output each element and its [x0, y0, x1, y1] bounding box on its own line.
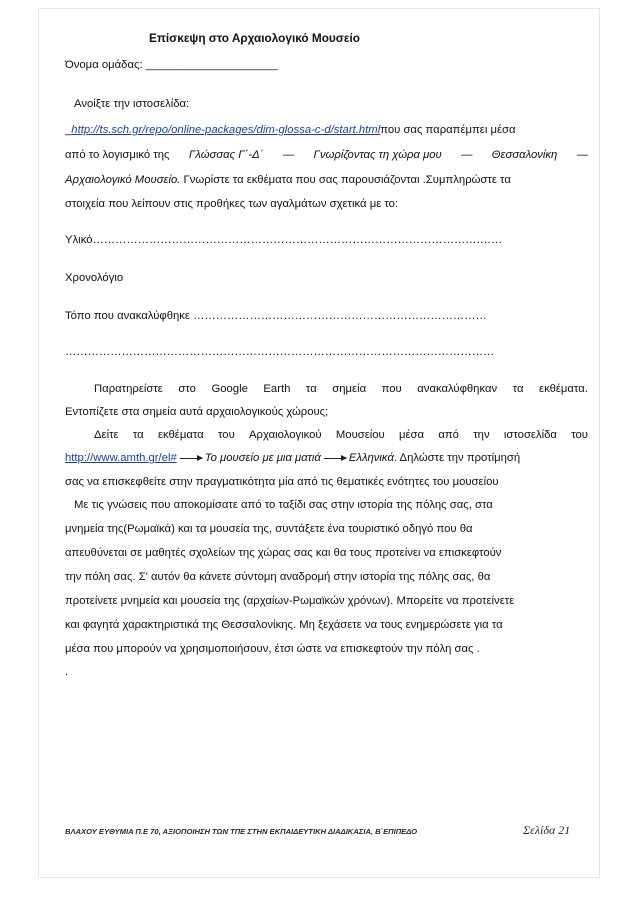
p3-museum-at-a-glance: Το μουσείο με μια ματιά [204, 452, 321, 464]
link1-prefix: _ [65, 124, 72, 136]
p2-w5: τα [305, 383, 317, 395]
p3-w9: την [473, 429, 490, 441]
p3-w11: του [571, 429, 588, 441]
chronology-field: Χρονολόγιο [65, 272, 124, 284]
dots-line: …………………………………………………………………………………………………… [65, 346, 495, 358]
p3-w10: ιστοσελίδα [503, 429, 557, 441]
p3-w3: εκθέματα [157, 429, 204, 441]
paragraph3-line3: σας να επισκεφθείτε στην πραγματικότητα μία από τις θεματικές ενότητες του μουσείου [65, 476, 499, 488]
paragraph3-line1 [94, 429, 588, 441]
open-site-instruction: Ανοίξτε την ιστοσελίδα: [74, 98, 190, 110]
p1-l2-gnorizontas: Γνωρίζοντας τη χώρα μου [313, 149, 442, 161]
p3-w5: Αρχαιολογικού [249, 429, 322, 441]
paragraph4-line2: μνημεία της(Ρωμαϊκά) και τα μουσεία της, συντάξετε ένα τουριστικό οδηγό που θα [65, 523, 473, 535]
p3-w8: από [438, 429, 459, 441]
p3-w1: Δείτε [94, 429, 119, 441]
p3-ellinika: Ελληνικά [348, 452, 394, 464]
lone-dot: . [65, 666, 69, 678]
paragraph2-line1 [94, 383, 588, 395]
paragraph3-line2 [65, 452, 520, 464]
paragraph1-line2 [65, 149, 588, 161]
glossa-software-link[interactable]: http://ts.sch.gr/repo/online-packages/dim-glossa-c-d/start.html [71, 124, 381, 136]
p1-l2-glossa: Γλώσσας Γ΄-Δ΄ [188, 149, 264, 161]
paragraph4-line6: και φαγητά χαρακτηριστικά της Θεσσαλονίκης. Μη ξεχάσετε να τους ενημερώσετε για τα [65, 619, 503, 631]
link1-trailing-text: που σας παραπέμπει μέσα [380, 124, 516, 136]
p2-w7: που [381, 383, 402, 395]
paragraph1-line3 [65, 174, 511, 186]
p1-l2-dash2: — [461, 149, 473, 161]
p3-w2: τα [132, 429, 144, 441]
paragraph4-line4: την πόλη σας. Σ' αυτόν θα κάνετε σύντομη αναδρομή στην ιστορία της πόλης σας, θα [65, 571, 491, 583]
paragraph1-line4: στοιχεία που λείπουν στις προθήκες των αγαλμάτων σχετικά με το: [65, 198, 399, 210]
p2-w2: στο [178, 383, 196, 395]
place-found-field: Τόπο που ανακαλύφθηκε …………………………………………………………………… [65, 310, 487, 322]
p3-w4: του [217, 429, 235, 441]
p2-w3: Google [211, 383, 248, 395]
p1-l2-dash1: — [282, 149, 295, 161]
p1-l3-museum: Αρχαιολογικό Μουσείο. [65, 174, 181, 186]
p2-w1: Παρατηρείστε [94, 383, 163, 395]
material-field: Υλικό………………………………………………………………………………………….…… [65, 234, 503, 246]
paragraph4-line5: προτείνετε μνημεία και μουσεία της (αρχαίων-Ρωμαϊκών χρόνων). Μπορείτε να προτείνετε [65, 595, 515, 607]
paragraph4-line7: μέσα που μπορούν να χρησιμοποιήσουν, έτσι ώστε να επισκεφτούν την πόλη σας . [65, 643, 480, 655]
group-name-field: Όνομα ομάδας: _____________________ [65, 59, 278, 71]
p1-l3-rest: Γνωρίστε τα εκθέματα που σας παρουσιάζονται .Συμπληρώστε τα [180, 174, 511, 186]
page-border [38, 8, 600, 878]
p1-l2-thessaloniki: Θεσσαλονίκη [491, 149, 558, 161]
amth-museum-link[interactable]: http://www.amth.gr/el# [65, 452, 177, 464]
footer-page-number: Σελίδα 21 [523, 823, 571, 837]
p2-w6: σημεία [332, 383, 367, 395]
paragraph1-line1 [65, 124, 516, 136]
p2-w10: εκθέματα. [539, 383, 588, 395]
paragraph4-line3: απευθύνεται σε μαθητές σχολείων της χώρας σας και θα τους προτείνει να επισκεφτούν [65, 547, 502, 559]
footer-author: ΒΛΑΧΟΥ ΕΥΘΥΜΙΑ Π.Ε 70, ΑΞΙΟΠΟΙΗΣΗ ΤΩΝ ΤΠΕ ΣΤΗΝ ΕΚΠΑΙΔΕΥΤΙΚΗ ΔΙΑΔΙΚΑΣΙΑ, Β΄ΕΠΙΠΕΔΟ [65, 827, 418, 836]
p2-w4: Earth [263, 383, 291, 395]
p1-l2-part1: από το λογισμικό της [65, 149, 170, 161]
p3-w6: Μουσείου [335, 429, 385, 441]
arrow-right-icon [180, 458, 202, 459]
p3-w7: μέσα [399, 429, 425, 441]
paragraph4-line1: Με τις γνώσεις που αποκομίσατε από το ταξίδι σας στην ιστορία της πόλης σας, στα [74, 499, 493, 511]
p3-l2-rest: . Δηλώστε την προτίμησή [393, 452, 521, 464]
p2-w9: τα [512, 383, 524, 395]
p1-l2-dash3: — [576, 149, 588, 161]
p2-w8: ανακαλύφθηκαν [417, 383, 498, 395]
document-title: Επίσκεψη στο Αρχαιολογικό Μουσείο [149, 31, 360, 45]
arrow-right-icon [324, 458, 346, 459]
paragraph2-line2: Εντοπίζετε στα σημεία αυτά αρχαιολογικούς χώρους; [65, 406, 329, 418]
